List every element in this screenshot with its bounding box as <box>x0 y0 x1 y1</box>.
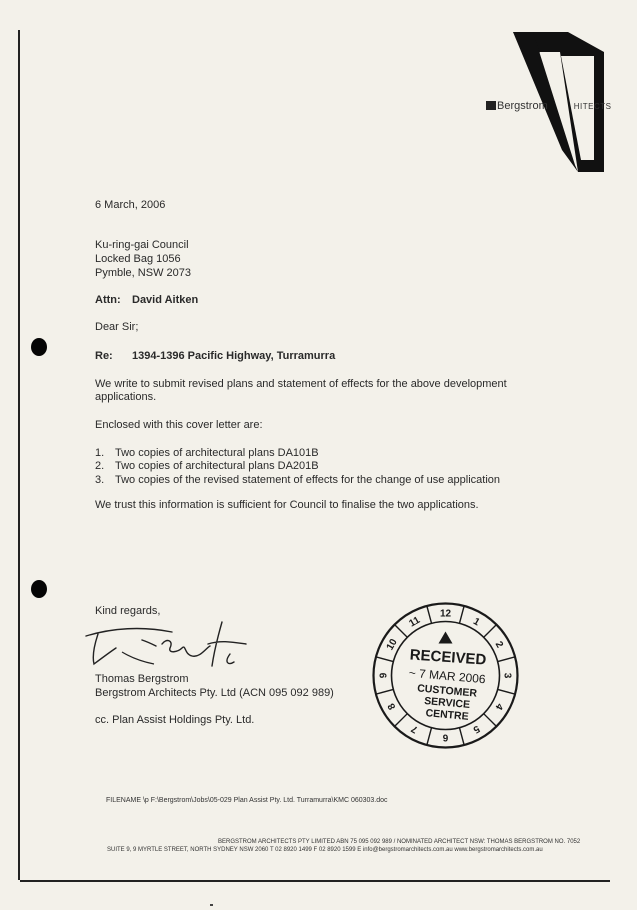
stamp-dial-number: 12 <box>439 608 452 620</box>
stamp-pointer-icon <box>439 632 453 644</box>
stamp-dial-tick <box>376 657 393 662</box>
stamp-dial-tick <box>459 606 464 623</box>
recipient-line: Pymble, NSW 2073 <box>95 267 191 279</box>
list-item <box>95 473 500 486</box>
stamp-dial-number: 9 <box>378 672 390 679</box>
cc-line: cc. Plan Assist Holdings Pty. Ltd. <box>95 714 255 726</box>
logo-brand: Bergstrom <box>497 100 548 112</box>
stamp-dial-number: 7 <box>409 722 420 735</box>
list-item-text: Two copies of architectural plans DA101B <box>115 447 319 459</box>
bottom-rule <box>20 880 610 882</box>
punch-hole-top <box>31 338 47 356</box>
paragraph-line: applications. <box>95 391 157 403</box>
stamp-dial-number: 5 <box>471 722 482 735</box>
footer-address: SUITE 9, 9 MYRTLE STREET, NORTH SYDNEY NSW 2060 T 02 8920 1499 F 02 8920 1599 E info@bergstromarchitects.com.au www.bergstromarchitects.com.au <box>107 847 543 853</box>
recipient-address <box>95 238 191 280</box>
stamp-received: RECEIVED <box>409 646 487 669</box>
logo-brand-tail: HITECTS <box>573 102 612 111</box>
stamp-dial-tick <box>395 625 408 638</box>
stamp-dial-tick <box>484 625 497 638</box>
stamp-dial-number: 6 <box>442 731 449 743</box>
list-item <box>95 459 500 472</box>
stamp-dial-tick <box>395 714 408 727</box>
attn-label: Attn: <box>95 294 121 306</box>
salutation: Dear Sir; <box>95 321 139 333</box>
stamp-dial-number: 11 <box>407 614 423 630</box>
list-item-text: Two copies of the revised statement of effects for the change of use application <box>115 473 501 486</box>
attn-name: David Aitken <box>132 294 199 306</box>
closing-paragraph: We trust this information is sufficient for Council to finalise the two applications. <box>95 499 479 511</box>
list-item-number: 1. <box>95 447 105 459</box>
bottom-tick <box>210 904 213 906</box>
enclosure-list <box>95 446 500 486</box>
stamp-dial-number: 8 <box>386 701 399 712</box>
logo-mark-icon <box>486 101 496 110</box>
stamp-dial-tick <box>376 689 393 694</box>
recipient-line: Locked Bag 1056 <box>95 253 181 265</box>
stamp-line: SERVICE <box>423 695 471 711</box>
stamp-dial-tick <box>459 728 464 745</box>
signer-name: Thomas Bergstrom <box>95 673 189 685</box>
list-item-number: 2. <box>95 460 105 473</box>
paragraph-line: We write to submit revised plans and statement of effects for the above development <box>95 378 507 390</box>
list-item-text: Two copies of architectural plans DA201B <box>115 460 319 473</box>
stamp-date: ~ 7 MAR 2006 <box>408 665 487 687</box>
stamp-dial-number: 10 <box>384 637 400 653</box>
handwritten-signature <box>82 618 257 670</box>
letter-date: 6 March, 2006 <box>95 199 166 211</box>
stamp-dial-number: 4 <box>492 701 505 712</box>
recipient-line: Ku-ring-gai Council <box>95 239 189 251</box>
stamp-line: CENTRE <box>425 707 470 723</box>
stamp-dial-number: 3 <box>501 672 513 679</box>
company-logo <box>486 100 611 112</box>
stamp-dial-number: 1 <box>471 616 482 629</box>
re-subject: 1394-1396 Pacific Highway, Turramurra <box>132 350 336 362</box>
list-item <box>95 446 500 459</box>
punch-hole-bottom <box>31 580 47 598</box>
stamp-dial-tick <box>498 657 515 662</box>
sign-off: Kind regards, <box>95 605 161 617</box>
stamp-dial-tick <box>427 606 432 623</box>
stamp-dial-tick <box>498 689 515 694</box>
received-stamp <box>368 598 523 753</box>
signer-company: Bergstrom Architects Pty. Ltd (ACN 095 092 989) <box>95 687 334 699</box>
list-item-number: 3. <box>95 473 105 486</box>
stamp-line: CUSTOMER <box>416 682 478 700</box>
footer-company: BERGSTROM ARCHITECTS PTY LIMITED ABN 75 095 092 989 / NOMINATED ARCHITECT NSW: THOMAS BERGSTROM NO. 7052 <box>218 839 581 845</box>
stamp-dial-tick <box>484 714 497 727</box>
enclosed-intro: Enclosed with this cover letter are: <box>95 419 263 431</box>
filename-line: FILENAME \p F:\Bergstrom\Jobs\05-029 Plan Assist Pty. Ltd. Turramurra\KMC 060303.doc <box>106 797 388 804</box>
stamp-dial-tick <box>427 728 432 745</box>
re-label: Re: <box>95 350 113 362</box>
stamp-dial-number: 2 <box>492 639 505 650</box>
